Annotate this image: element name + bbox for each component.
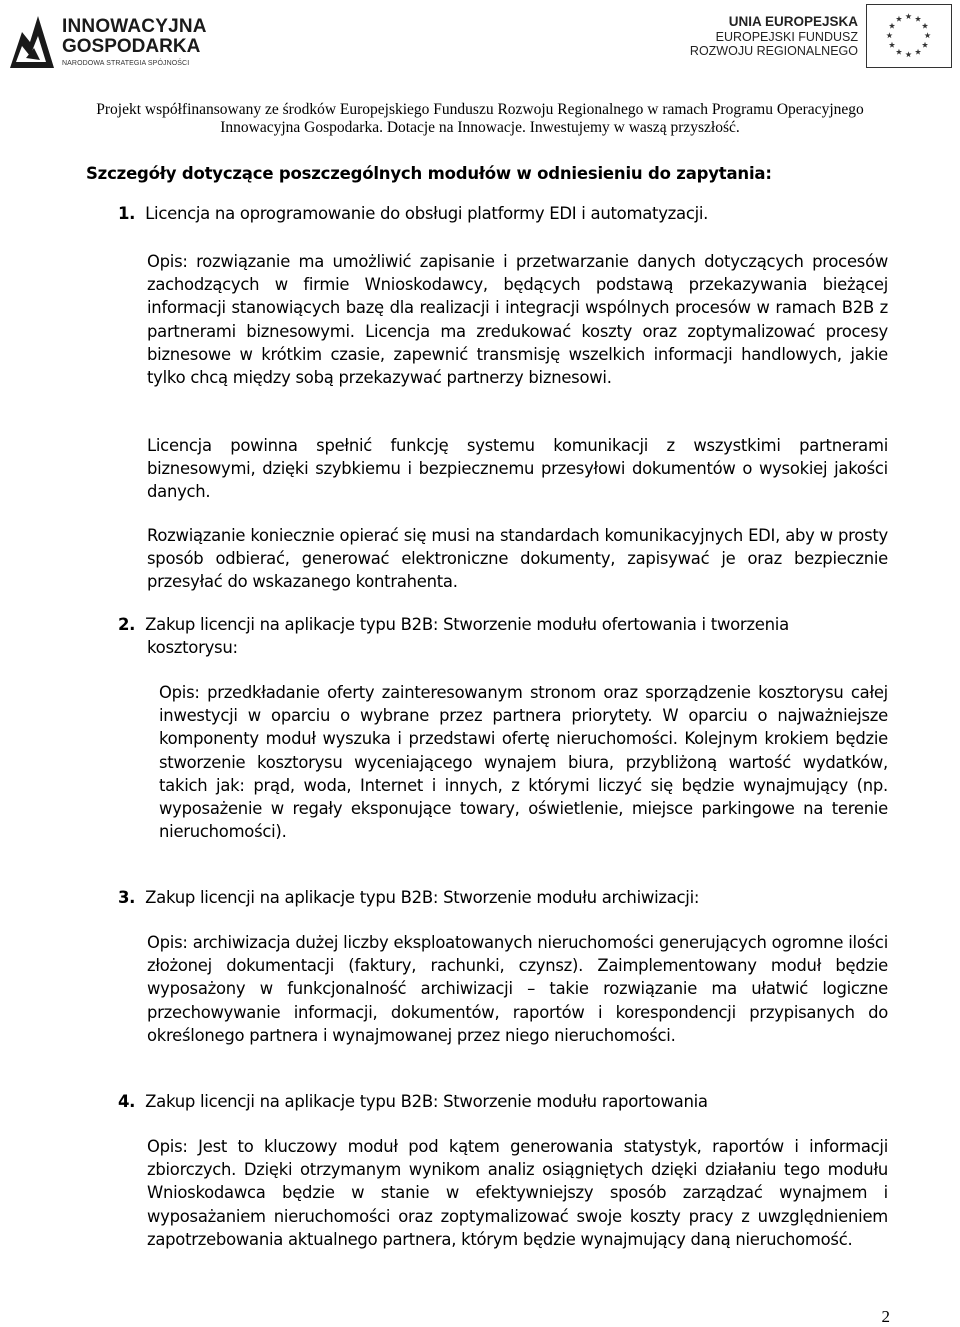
eu-star-icon — [924, 32, 930, 38]
page-number: 2 — [881, 1307, 890, 1326]
eu-logo — [689, 4, 952, 76]
eu-star-icon — [889, 42, 895, 48]
eu-star-icon — [905, 13, 911, 19]
item-paragraph: Licencja powinna spełnić funkcję systemu komunikacji z wszystkimi partnerami biznesowymi, dzięki szybkiemu i bezpiecznemu przesyłowi dokumentów o wysokiej jakości danych. — [147, 436, 888, 502]
item-number: 3. — [118, 888, 136, 907]
item-number: 4. — [118, 1092, 136, 1111]
item-paragraph: Opis: archiwizacja dużej liczby eksploatowanych nieruchomości generujących ogromne ilości złożonej dokumentacji (faktury, rachunki, czynsz). Zaimplementowany moduł będzie wyposażony w funkcjonalność archiwizacji – takie rozwiązanie ma ułatwić logiczne przechowywanie informacji, dokumentów, raportów i korespondencji przypisanych do określonego partnera i wynajmowanej przez niego nieruchomości. — [147, 933, 888, 1045]
eu-star-icon — [886, 32, 892, 38]
eu-flag-icon — [866, 4, 952, 68]
item-title — [118, 615, 789, 634]
eu-logo-line-3: ROZWOJU REGIONALNEGO — [689, 44, 858, 58]
eu-star-icon — [896, 16, 902, 22]
eu-star-icon — [889, 23, 895, 29]
item-title — [118, 888, 699, 907]
item-title-continuation: kosztorysu: — [147, 638, 238, 657]
item-paragraph: Opis: rozwiązanie ma umożliwić zapisanie i przetwarzanie danych dotyczących procesów zachodzących w firmie Wnioskodawcy, będących podstawą przekazywania bieżącej informacji stanowiących bazę dla realizacji i integracji wspólnych procesów w ramach B2B z partnerami biznesowymi. Licencja ma zredukować koszty oraz zoptymalizować procesy biznesowe w krótkim czasie, zapewnić transmisję wszelkich informacji handlowych, jakie tylko chcą między sobą przekazywać partnerzy biznesowi. — [147, 252, 888, 388]
document-heading: Szczegóły dotyczące poszczególnych modułów w odniesieniu do zapytania: — [86, 164, 772, 183]
item-number: 2. — [118, 615, 136, 634]
eu-star-icon — [915, 16, 921, 22]
item-title-text: Zakup licencji na aplikacje typu B2B: Stworzenie modułu ofertowania i tworzenia — [145, 615, 789, 634]
ig-logo-icon — [8, 12, 56, 70]
eu-star-icon — [922, 23, 928, 29]
project-line-2: Innowacyjna Gospodarka. Dotacje na Innowacje. Inwestujemy w waszą przyszłość. — [220, 119, 740, 136]
eu-logo-line-1: UNIA EUROPEJSKA — [728, 14, 858, 29]
item-title — [118, 204, 708, 223]
item-title — [118, 1092, 708, 1111]
item-paragraph: Opis: przedkładanie oferty zainteresowanym stronom oraz sporządzenie kosztorysu całej inwestycji w oparciu o wybrane przez partnera priorytety. W oparciu o najważniejsze komponenty moduł wyszuka i przedstawi ofertę nieruchomości. Kolejnym krokiem będzie stworzenie kosztorysu wyceniającego wynajem biura, przybliżoną wartość wydatków, takich jak: prąd, woda, Internet i innych, z którymi liczyć się będzie wynajmujący (np. wyposażenie w regały eksponujące towary, oświetlenie, miejsce parkingowe na terenie nieruchomości). — [159, 683, 888, 842]
item-number: 1. — [118, 204, 136, 223]
logo-line-1: INNOWACYJNA — [62, 16, 207, 37]
logo-line-2: GOSPODARKA — [62, 36, 201, 57]
item-title-text: Licencja na oprogramowanie do obsługi platformy EDI i automatyzacji. — [145, 204, 709, 223]
innowacyjna-gospodarka-logo — [8, 12, 208, 72]
project-info — [60, 101, 900, 137]
eu-stars-icon — [867, 5, 950, 66]
logo-line-3: NARODOWA STRATEGIA SPÓJNOŚCI — [62, 60, 190, 67]
eu-logo-line-2: EUROPEJSKI FUNDUSZ — [715, 30, 858, 44]
eu-star-icon — [896, 49, 902, 55]
project-line-1: Projekt współfinansowany ze środków Europejskiego Funduszu Rozwoju Regionalnego w ramach Programu Operacyjnego — [96, 101, 864, 118]
item-title-text: Zakup licencji na aplikacje typu B2B: Stworzenie modułu archiwizacji: — [145, 888, 700, 907]
eu-star-icon — [922, 42, 928, 48]
eu-star-icon — [915, 49, 921, 55]
item-paragraph: Opis: Jest to kluczowy moduł pod kątem generowania statystyk, raportów i informacji zbiorczych. Dzięki otrzymanym wynikom analiz osiągniętych dzięki działaniu tego modułu Wnioskodawca będzie w stanie w efektywniejszy sposób zarządzać wynajmem i wyposażaniem nieruchomości oraz zoptymalizować swoje koszty pracy z uwzględnieniem zapotrzebowania aktualnego partnera, którym będzie wynajmujący daną nieruchomość. — [147, 1137, 888, 1249]
item-title-text: Zakup licencji na aplikacje typu B2B: Stworzenie modułu raportowania — [145, 1092, 708, 1111]
eu-star-icon — [905, 51, 911, 57]
item-paragraph: Rozwiązanie koniecznie opierać się musi na standardach komunikacyjnych EDI, aby w prosty sposób odbierać, generować elektroniczne dokumenty, zapisywać je oraz bezpiecznie przesyłać do wskazanego kontrahenta. — [147, 526, 888, 592]
